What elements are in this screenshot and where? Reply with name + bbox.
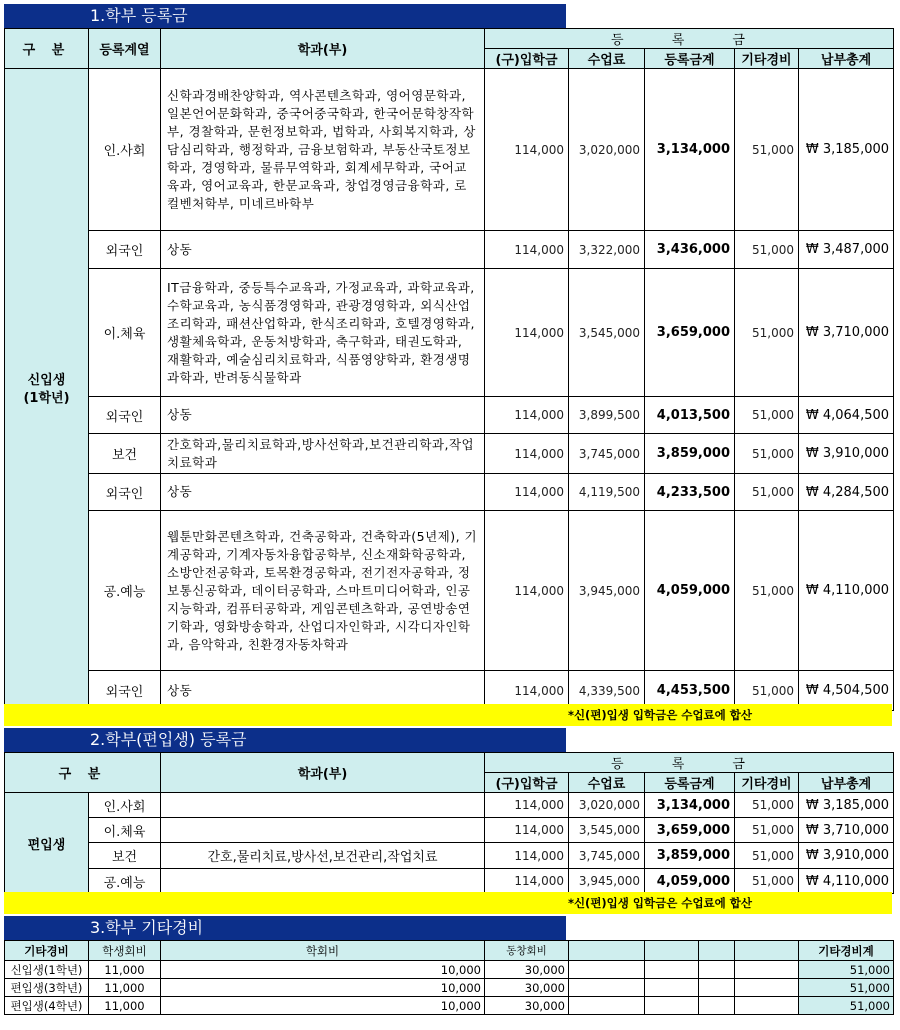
category-transfer: 편입생 [5,793,89,894]
freshman-fee-table [4,28,894,711]
series-cell: 보건 [89,434,161,474]
grand-total: ₩ 3,910,000 [799,434,894,474]
table-row [5,793,894,818]
header-dept: 학과(부) [161,753,485,793]
alumni-fee: 30,000 [485,961,569,979]
header-grand-total: 납부총계 [799,49,894,69]
tuition-fee: 3,945,000 [569,511,645,671]
dept-list [161,793,485,818]
table-row [5,961,894,979]
misc-fee: 51,000 [735,671,799,711]
dept-list: IT금융학과, 중등특수교육과, 가정교육과, 과학교육과, 수학교육과, 농식품경영학과, 관광경영학과, 외식산업조리학과, 패션산업학과, 한식조리학과, 호텔경영학과, 생활체육학과, 운동처방학과, 축구학과, 태권도학과, 재활학과, 예술심리치료학과, 식품영양학과, 환경생명과학과, 반려동식물학과 [161,269,485,397]
note-entrance-fee: *신(편)입생 입학금은 수업료에 합산 [4,704,892,726]
grand-total: ₩ 3,185,000 [799,793,894,818]
table-row [5,474,894,511]
tuition-fee: 3,322,000 [569,231,645,269]
dept-list: 상동 [161,474,485,511]
series-cell: 외국인 [89,231,161,269]
series-cell: 인.사회 [89,69,161,231]
grand-total: ₩ 3,487,000 [799,231,894,269]
series-cell: 공.예능 [89,869,161,894]
misc-fee: 51,000 [735,434,799,474]
grand-total: ₩ 3,710,000 [799,269,894,397]
series-cell: 외국인 [89,397,161,434]
misc-fee: 51,000 [735,793,799,818]
header-misc-sum: 기타경비계 [799,941,894,961]
total-reg: 3,859,000 [645,434,735,474]
total-reg: 3,436,000 [645,231,735,269]
dept-list: 웹툰만화콘텐츠학과, 건축공학과, 건축학과(5년제), 기계공학과, 기계자동차융합공학부, 신소재화학공학과, 소방안전공학과, 토목환경공학과, 전기전자공학과, 정보통신공학과, 데이터공학과, 스마트미디어학과, 인공지능학과, 컴퓨터공학과, 게임콘텐츠학과, 공연방송연기학과, 영화방송학과, 산업디자인학과, 시각디자인학과, 음악학과, 친환경자동차학과 [161,511,485,671]
alumni-fee: 30,000 [485,997,569,1015]
grand-total: ₩ 3,910,000 [799,843,894,869]
tuition-fee: 4,119,500 [569,474,645,511]
grand-total: ₩ 4,064,500 [799,397,894,434]
header-misc: 기타경비 [5,941,89,961]
entrance-fee: 114,000 [485,671,569,711]
dept-list: 신학과경배찬양학과, 역사콘텐츠학과, 영어영문학과, 일본언어문화학과, 중국어중국학과, 한국어문학창작학부, 경찰학과, 문헌정보학과, 법학과, 사회복지학과, 상담심리학과, 행정학과, 금융보험학과, 부동산국토정보학과, 경영학과, 물류무역학과, 회계세무학과, 국어교육과, 영어교육과, 한문교육과, 창업경영금융학과, 로컬벤처학부, 미네르바학부 [161,69,485,231]
entrance-fee: 114,000 [485,511,569,671]
header-dept-fee: 학회비 [161,941,485,961]
entrance-fee: 114,000 [485,474,569,511]
total-reg: 3,134,000 [645,69,735,231]
section-1-title: 1.학부 등록금 [4,4,566,28]
total-reg: 3,134,000 [645,793,735,818]
misc-fee: 51,000 [735,269,799,397]
misc-row-label: 편입생(3학년) [5,979,89,997]
grand-total: ₩ 4,110,000 [799,511,894,671]
table-row [5,979,894,997]
entrance-fee: 114,000 [485,818,569,843]
misc-fee: 51,000 [735,474,799,511]
table-row [5,869,894,894]
table-row [5,818,894,843]
misc-fee: 51,000 [735,69,799,231]
tuition-fee: 3,745,000 [569,843,645,869]
series-cell: 인.사회 [89,793,161,818]
table-row [5,231,894,269]
student-fee: 11,000 [89,997,161,1015]
tuition-fee: 3,545,000 [569,818,645,843]
header-tuition: 수업료 [569,49,645,69]
series-cell: 이.체육 [89,818,161,843]
total-reg: 4,059,000 [645,869,735,894]
header-total-reg: 등록금계 [645,49,735,69]
tuition-fee: 3,945,000 [569,869,645,894]
entrance-fee: 114,000 [485,397,569,434]
grand-total: ₩ 4,504,500 [799,671,894,711]
total-reg: 3,859,000 [645,843,735,869]
misc-fee: 51,000 [735,869,799,894]
header-gubun: 구 분 [5,753,161,793]
misc-row-label: 편입생(4학년) [5,997,89,1015]
series-cell: 공.예능 [89,511,161,671]
misc-fee: 51,000 [735,511,799,671]
grand-total: ₩ 4,110,000 [799,869,894,894]
misc-fee-table [4,940,894,1015]
misc-sum: 51,000 [799,979,894,997]
table-row [5,843,894,869]
tuition-fee: 3,020,000 [569,69,645,231]
dept-list [161,869,485,894]
dept-list [161,818,485,843]
alumni-fee: 30,000 [485,979,569,997]
table-row [5,269,894,397]
section-3-title: 3.학부 기타경비 [4,916,566,940]
series-cell: 보건 [89,843,161,869]
entrance-fee: 114,000 [485,269,569,397]
total-reg: 3,659,000 [645,818,735,843]
entrance-fee: 114,000 [485,843,569,869]
total-reg: 4,233,500 [645,474,735,511]
tuition-fee: 3,020,000 [569,793,645,818]
header-grand-total: 납부총계 [799,773,894,793]
misc-fee: 51,000 [735,231,799,269]
dept-fee: 10,000 [161,997,485,1015]
entrance-fee: 114,000 [485,434,569,474]
header-dept: 학과(부) [161,29,485,69]
entrance-fee: 114,000 [485,793,569,818]
series-cell: 외국인 [89,671,161,711]
header-tuition: 수업료 [569,773,645,793]
dept-list: 상동 [161,231,485,269]
header-misc: 기타경비 [735,49,799,69]
table-row [5,511,894,671]
tuition-fee: 3,545,000 [569,269,645,397]
dept-list: 간호,물리치료,방사선,보건관리,작업치료 [161,843,485,869]
entrance-fee: 114,000 [485,231,569,269]
header-gubun: 구 분 [5,29,89,69]
header-misc: 기타경비 [735,773,799,793]
table-row [5,69,894,231]
grand-total: ₩ 3,710,000 [799,818,894,843]
tuition-fee: 4,339,500 [569,671,645,711]
misc-fee: 51,000 [735,843,799,869]
dept-fee: 10,000 [161,979,485,997]
entrance-fee: 114,000 [485,69,569,231]
grand-total: ₩ 4,284,500 [799,474,894,511]
header-fee-group: 등 록 금 [485,753,894,773]
category-freshman: 신입생 (1학년) [5,69,89,711]
dept-fee: 10,000 [161,961,485,979]
tuition-fee: 3,745,000 [569,434,645,474]
series-cell: 외국인 [89,474,161,511]
dept-list: 상동 [161,397,485,434]
series-cell: 이.체육 [89,269,161,397]
dept-list: 간호학과,물리치료학과,방사선학과,보건관리학과,작업치료학과 [161,434,485,474]
header-series: 등록계열 [89,29,161,69]
header-entrance: (구)입학금 [485,773,569,793]
entrance-fee: 114,000 [485,869,569,894]
header-alumni-fee: 동창회비 [485,941,569,961]
header-total-reg: 등록금계 [645,773,735,793]
header-student-fee: 학생회비 [89,941,161,961]
student-fee: 11,000 [89,961,161,979]
header-entrance: (구)입학금 [485,49,569,69]
misc-fee: 51,000 [735,818,799,843]
misc-fee: 51,000 [735,397,799,434]
grand-total: ₩ 3,185,000 [799,69,894,231]
tuition-fee: 3,899,500 [569,397,645,434]
total-reg: 4,453,500 [645,671,735,711]
misc-row-label: 신입생(1학년) [5,961,89,979]
total-reg: 4,013,500 [645,397,735,434]
table-row [5,397,894,434]
total-reg: 4,059,000 [645,511,735,671]
section-2-title: 2.학부(편입생) 등록금 [4,728,566,752]
transfer-fee-table [4,752,894,894]
table-row [5,997,894,1015]
misc-sum: 51,000 [799,997,894,1015]
header-fee-group: 등 록 금 [485,29,894,49]
table-row [5,434,894,474]
note-entrance-fee: *신(편)입생 입학금은 수업료에 합산 [4,892,892,914]
dept-list: 상동 [161,671,485,711]
total-reg: 3,659,000 [645,269,735,397]
student-fee: 11,000 [89,979,161,997]
misc-sum: 51,000 [799,961,894,979]
